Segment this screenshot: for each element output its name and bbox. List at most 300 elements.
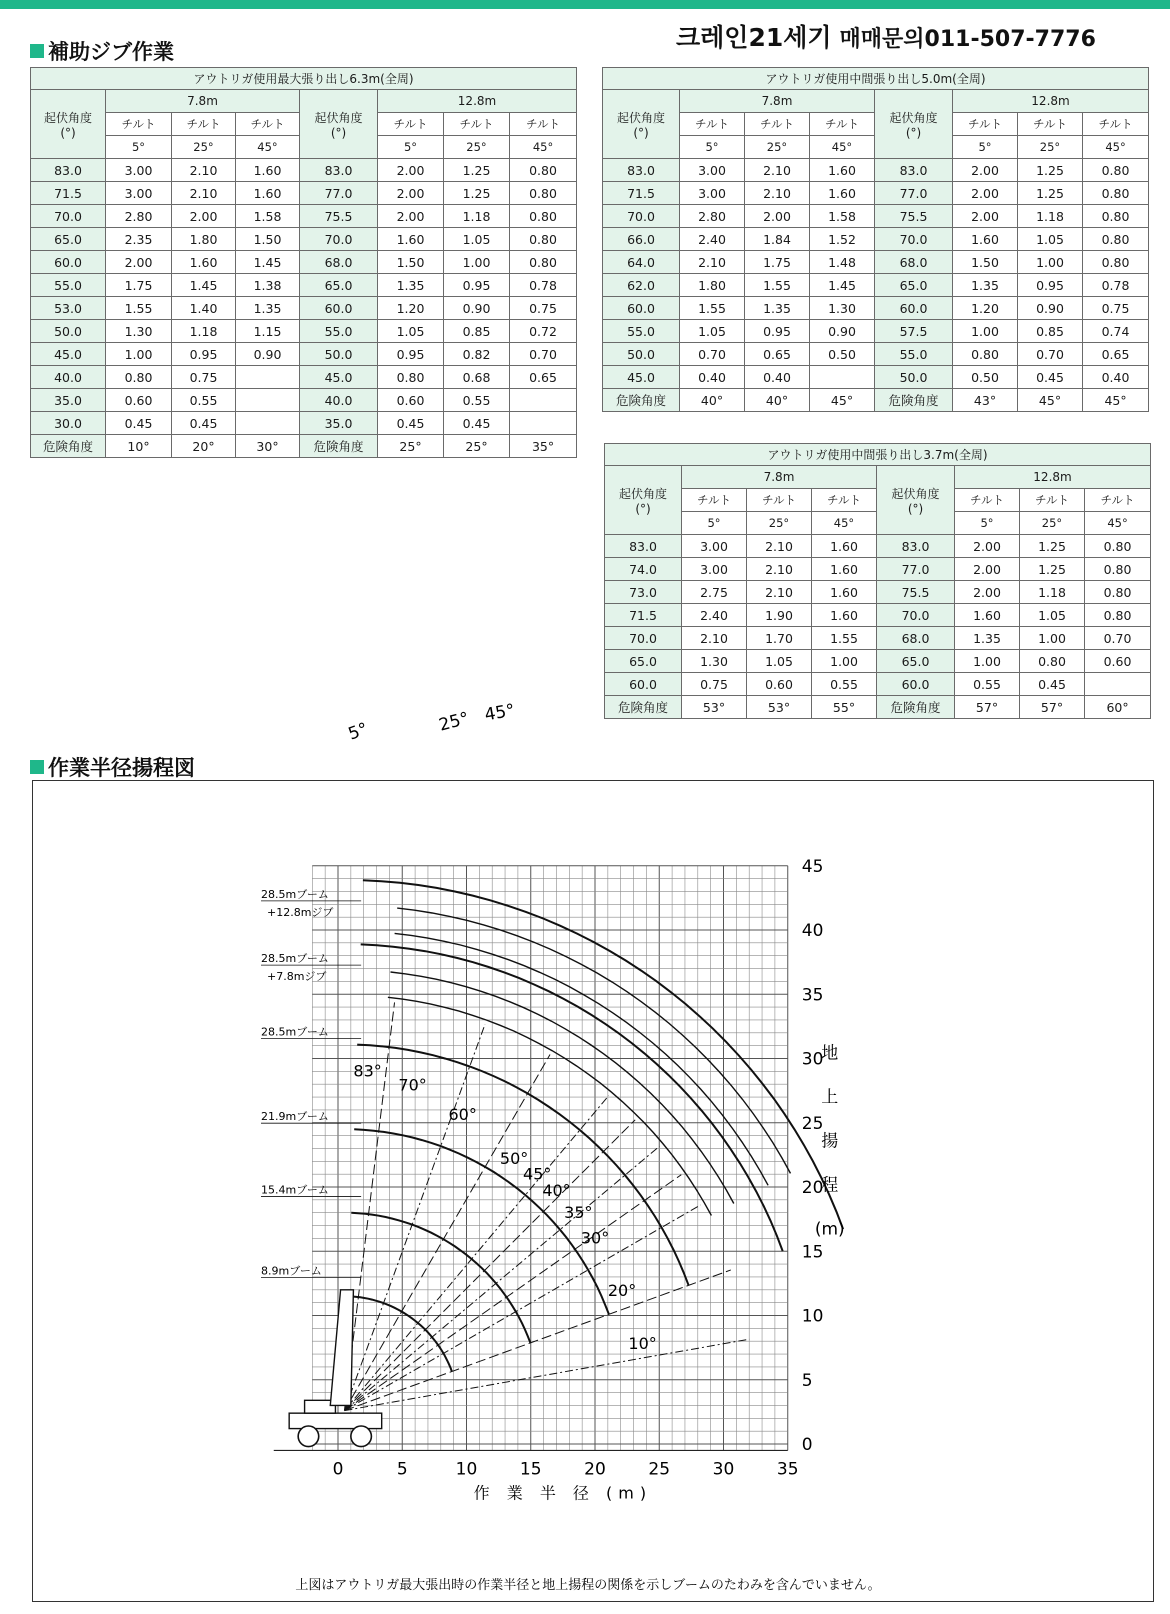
boom-angle-cell: 68.0 [875, 251, 953, 274]
boom-angle-cell: 危険角度 [300, 435, 378, 458]
x-tick-label: 30 [712, 1459, 735, 1480]
table-row [605, 535, 1151, 558]
load-cell: 1.30 [682, 650, 747, 673]
tilt-angle: 25° [745, 136, 810, 159]
tilt-angle: 5° [682, 512, 747, 535]
load-cell: 3.00 [680, 159, 745, 182]
load-cell: 0.40 [1083, 366, 1149, 389]
tilt-angle: 25° [172, 136, 236, 159]
boom-angle-label: 20° [607, 1281, 637, 1301]
load-cell: 1.25 [1020, 535, 1085, 558]
load-cell: 1.00 [106, 343, 172, 366]
boom-arc [363, 880, 843, 1229]
angle-header: 起伏角度 (°) [31, 90, 106, 159]
load-cell: 1.00 [444, 251, 510, 274]
load-cell: 2.10 [747, 581, 812, 604]
boom-angle-cell: 66.0 [603, 228, 680, 251]
boom-label-line1: 28.5mブーム [261, 952, 329, 966]
load-cell: 0.50 [810, 343, 875, 366]
load-cell: 0.80 [1020, 650, 1085, 673]
load-cell: 1.15 [236, 320, 300, 343]
y-tick-label: 40 [801, 921, 824, 941]
angle-header: 起伏角度 (°) [300, 90, 378, 159]
tilt-header: チルト [812, 489, 877, 512]
boom-angle-cell: 83.0 [605, 535, 682, 558]
load-cell: 40° [680, 389, 745, 412]
load-cell: 2.40 [680, 228, 745, 251]
boom-angle-label: 50° [499, 1148, 529, 1168]
boom-angle-cell: 55.0 [300, 320, 378, 343]
boom-angle-cell: 83.0 [875, 159, 953, 182]
table-row [605, 673, 1151, 696]
boom-angle-label: 40° [542, 1180, 571, 1200]
tilt-header: チルト [1085, 489, 1151, 512]
table-row [605, 604, 1151, 627]
y-tick-label: 20 [801, 1178, 824, 1198]
tilt-header: チルト [1020, 489, 1085, 512]
load-cell: 57° [955, 696, 1020, 719]
load-cell: 2.80 [106, 205, 172, 228]
table-row [31, 182, 577, 205]
load-cell: 2.80 [680, 205, 745, 228]
y-tick-label: 45 [801, 856, 824, 877]
table-row [603, 228, 1149, 251]
boom-angle-cell: 危険角度 [605, 696, 682, 719]
boom-angle-ray [344, 1054, 550, 1410]
load-cell: 0.90 [810, 320, 875, 343]
load-cell: 0.95 [1018, 274, 1083, 297]
tilt-angle: 45° [812, 512, 877, 535]
load-cell: 1.35 [236, 297, 300, 320]
load-cell: 1.35 [378, 274, 444, 297]
tilt-angle-label: 45° [483, 700, 517, 726]
load-cell: 3.00 [682, 558, 747, 581]
y-axis-label: 程 [821, 1175, 839, 1196]
load-cell: 1.25 [1020, 558, 1085, 581]
load-cell: 1.70 [747, 627, 812, 650]
load-cell: 1.60 [955, 604, 1020, 627]
load-cell: 0.80 [106, 366, 172, 389]
boom-angle-cell: 55.0 [875, 343, 953, 366]
boom-angle-label: 10° [628, 1333, 657, 1353]
load-cell: 1.60 [236, 159, 300, 182]
x-axis-label: 作 業 半 径 (m) [473, 1483, 653, 1503]
table-row [31, 320, 577, 343]
table-caption: アウトリガ使用中間張り出し5.0m(全周) [603, 68, 1149, 90]
table-row [31, 228, 577, 251]
chart-labels [261, 701, 657, 1353]
load-cell: 1.55 [745, 274, 810, 297]
load-cell: 43° [953, 389, 1018, 412]
x-tick-label: 5 [396, 1459, 408, 1480]
y-axis-label: 上 [821, 1087, 839, 1108]
boom-angle-cell: 65.0 [31, 228, 106, 251]
boom-angle-label: 83° [353, 1061, 382, 1081]
tilt-header: チルト [745, 113, 810, 136]
load-cell: 1.58 [236, 205, 300, 228]
load-cell: 0.72 [510, 320, 577, 343]
tilt-angle: 45° [1085, 512, 1151, 535]
boom-angle-cell: 70.0 [31, 205, 106, 228]
boom-angle-cell: 64.0 [603, 251, 680, 274]
load-cell: 0.80 [1085, 581, 1151, 604]
tilt-header: チルト [955, 489, 1020, 512]
y-tick-label: 30 [801, 1049, 824, 1070]
load-cell: 1.50 [378, 251, 444, 274]
load-cell: 53° [682, 696, 747, 719]
jib-length-header: 12.8m [953, 90, 1149, 113]
boom-angle-cell: 77.0 [877, 558, 955, 581]
load-cell: 1.35 [745, 297, 810, 320]
load-cell: 0.95 [745, 320, 810, 343]
section-title-chart [30, 752, 195, 782]
x-tick-label: 20 [584, 1459, 606, 1480]
load-cell: 1.55 [106, 297, 172, 320]
boom-angle-cell: 40.0 [31, 366, 106, 389]
table-row [605, 627, 1151, 650]
load-cell: 1.05 [747, 650, 812, 673]
table-row [603, 182, 1149, 205]
y-tick-label: 0 [801, 1435, 813, 1455]
load-cell: 0.80 [1083, 228, 1149, 251]
load-cell: 0.40 [745, 366, 810, 389]
load-cell: 45° [810, 389, 875, 412]
load-cell: 3.00 [680, 182, 745, 205]
load-cell [810, 366, 875, 389]
load-cell: 1.00 [812, 650, 877, 673]
y-tick-label: 5 [801, 1370, 813, 1391]
boom-angle-cell: 83.0 [300, 159, 378, 182]
x-tick-label: 15 [519, 1459, 542, 1480]
load-cell: 1.55 [680, 297, 745, 320]
table-row [603, 343, 1149, 366]
tilt-header: チルト [1083, 113, 1149, 136]
y-axis-label: (m) [814, 1219, 845, 1240]
load-cell: 0.55 [955, 673, 1020, 696]
boom-angle-cell: 40.0 [300, 389, 378, 412]
load-cell: 1.25 [1018, 159, 1083, 182]
load-cell: 0.55 [444, 389, 510, 412]
boom-angle-label: 30° [580, 1228, 610, 1248]
boom-angle-cell: 65.0 [877, 650, 955, 673]
x-tick-label: 35 [776, 1459, 799, 1480]
load-cell: 1.38 [236, 274, 300, 297]
boom-angle-cell: 70.0 [605, 627, 682, 650]
table-row [31, 297, 577, 320]
load-cell: 0.90 [444, 297, 510, 320]
load-cell: 0.60 [378, 389, 444, 412]
y-tick-label: 35 [801, 985, 824, 1006]
boom-angle-cell: 60.0 [300, 297, 378, 320]
wheel [298, 1426, 319, 1447]
crane-body [289, 1413, 382, 1428]
load-cell: 55° [812, 696, 877, 719]
load-cell: 0.80 [1085, 535, 1151, 558]
boom-angle-cell: 50.0 [603, 343, 680, 366]
load-cell: 0.65 [510, 366, 577, 389]
contact-phone: 매매문의011-507-7776 [839, 27, 1096, 52]
boom-angle-cell: 70.0 [877, 604, 955, 627]
boom-angle-cell: 65.0 [605, 650, 682, 673]
load-cell: 3.00 [106, 159, 172, 182]
boom-angle-cell: 55.0 [31, 274, 106, 297]
tilt-header: チルト [953, 113, 1018, 136]
boom-angle-cell: 71.5 [605, 604, 682, 627]
load-cell: 2.00 [378, 205, 444, 228]
boom-angle-cell: 83.0 [877, 535, 955, 558]
load-cell: 0.55 [812, 673, 877, 696]
boom-angle-cell: 83.0 [603, 159, 680, 182]
load-cell: 3.00 [106, 182, 172, 205]
load-cell: 30° [236, 435, 300, 458]
load-cell: 1.60 [812, 558, 877, 581]
load-cell: 1.60 [812, 581, 877, 604]
load-cell: 0.95 [172, 343, 236, 366]
boom-label-line1: 28.5mブーム [261, 1025, 329, 1039]
tilt-header: チルト [680, 113, 745, 136]
load-cell: 1.05 [680, 320, 745, 343]
load-cell: 1.60 [378, 228, 444, 251]
boom-label-line1: 8.9mブーム [261, 1264, 322, 1278]
load-cell: 0.70 [1018, 343, 1083, 366]
load-cell: 2.00 [106, 251, 172, 274]
load-cell: 0.82 [444, 343, 510, 366]
load-cell: 0.60 [747, 673, 812, 696]
load-cell: 20° [172, 435, 236, 458]
boom-angle-cell: 65.0 [300, 274, 378, 297]
load-cell: 0.80 [510, 205, 577, 228]
load-cell: 1.60 [953, 228, 1018, 251]
boom-label-line1: 21.9mブーム [261, 1110, 329, 1124]
load-cell: 2.00 [953, 182, 1018, 205]
load-cell: 0.74 [1083, 320, 1149, 343]
boom-angle-cell: 73.0 [605, 581, 682, 604]
tilt-angle: 5° [378, 136, 444, 159]
jib-length-header: 7.8m [680, 90, 875, 113]
load-cell: 0.65 [1083, 343, 1149, 366]
danger-angle-row [31, 435, 577, 458]
contact-line [676, 18, 1096, 54]
load-cell: 0.75 [172, 366, 236, 389]
tilt-angle-label: 5° [345, 719, 371, 745]
tilt-header: チルト [682, 489, 747, 512]
table-row [31, 389, 577, 412]
load-cell: 45° [1018, 389, 1083, 412]
load-cell: 1.40 [172, 297, 236, 320]
tilt-angle: 5° [680, 136, 745, 159]
boom-angle-ray [344, 1146, 659, 1410]
x-tick-label: 0 [332, 1459, 344, 1480]
load-cell: 0.75 [510, 297, 577, 320]
boom-angle-label: 70° [398, 1075, 427, 1095]
load-cell: 0.55 [172, 389, 236, 412]
load-cell: 2.00 [378, 159, 444, 182]
tilt-angle: 5° [106, 136, 172, 159]
tilt-angle: 25° [1018, 136, 1083, 159]
boom-label-line2: +12.8mジブ [267, 905, 334, 919]
table-row [31, 159, 577, 182]
tilt-header: チルト [810, 113, 875, 136]
section-marker-icon [30, 760, 44, 774]
boom-angle-label: 45° [523, 1164, 552, 1184]
load-cell: 2.10 [747, 558, 812, 581]
load-cell: 1.45 [172, 274, 236, 297]
table-caption: アウトリガ使用中間張り出し3.7m(全周) [605, 444, 1151, 466]
tilt-angle: 5° [953, 136, 1018, 159]
boom-angle-cell: 77.0 [300, 182, 378, 205]
load-cell: 1.60 [172, 251, 236, 274]
load-cell: 0.75 [682, 673, 747, 696]
boom-arcs [348, 880, 843, 1371]
load-cell: 1.60 [810, 182, 875, 205]
jib-length-header: 12.8m [955, 466, 1151, 489]
boom-label-line1: 28.5mブーム [261, 887, 329, 901]
load-cell: 2.10 [745, 182, 810, 205]
load-cell: 45° [1083, 389, 1149, 412]
load-cell: 0.80 [1083, 205, 1149, 228]
tilt-angle: 45° [236, 136, 300, 159]
load-cell: 1.25 [444, 159, 510, 182]
tilt-angle: 25° [1020, 512, 1085, 535]
tilt-angle: 25° [444, 136, 510, 159]
load-cell: 1.60 [236, 182, 300, 205]
section-title-text: 補助ジブ作業 [48, 40, 174, 64]
angle-header: 起伏角度 (°) [605, 466, 682, 535]
tilt-header: チルト [747, 489, 812, 512]
boom-angle-cell: 60.0 [877, 673, 955, 696]
tilt-header: チルト [106, 113, 172, 136]
load-cell: 1.18 [172, 320, 236, 343]
boom-angle-cell: 30.0 [31, 412, 106, 435]
boom-angle-label: 60° [448, 1105, 477, 1125]
boom-angle-cell: 35.0 [300, 412, 378, 435]
jib-length-header: 7.8m [106, 90, 300, 113]
load-cell: 1.58 [810, 205, 875, 228]
boom-angle-cell: 65.0 [875, 274, 953, 297]
load-cell [236, 366, 300, 389]
load-cell: 0.90 [236, 343, 300, 366]
load-cell: 0.45 [1018, 366, 1083, 389]
boom-angle-cell: 危険角度 [877, 696, 955, 719]
load-cell: 2.00 [955, 535, 1020, 558]
load-cell: 1.75 [106, 274, 172, 297]
load-cell: 2.10 [682, 627, 747, 650]
load-cell: 2.00 [745, 205, 810, 228]
table-row [31, 205, 577, 228]
load-cell: 2.00 [955, 581, 1020, 604]
boom-angle-cell: 68.0 [877, 627, 955, 650]
load-table-outrigger-6-3m [30, 67, 577, 458]
load-cell: 1.45 [810, 274, 875, 297]
load-cell: 0.80 [378, 366, 444, 389]
table-row [31, 412, 577, 435]
tilt-header: チルト [172, 113, 236, 136]
load-cell: 1.75 [745, 251, 810, 274]
section-title-text: 作業半径揚程図 [48, 756, 195, 780]
load-cell: 0.90 [1018, 297, 1083, 320]
load-cell: 0.85 [1018, 320, 1083, 343]
y-tick-label: 15 [801, 1242, 824, 1263]
boom-angle-cell: 50.0 [875, 366, 953, 389]
boom-angle-cell: 60.0 [605, 673, 682, 696]
tilt-angle: 45° [810, 136, 875, 159]
load-cell: 1.60 [812, 604, 877, 627]
tilt-angle-label: 25° [436, 708, 472, 736]
boom-label-line2: +7.8mジブ [267, 970, 327, 984]
load-cell: 0.80 [1085, 558, 1151, 581]
load-cell: 40° [745, 389, 810, 412]
table-row [603, 320, 1149, 343]
x-tick-label: 10 [455, 1459, 478, 1480]
load-cell: 1.05 [1020, 604, 1085, 627]
load-cell: 0.70 [510, 343, 577, 366]
y-axis-label: 揚 [821, 1131, 839, 1152]
load-cell: 1.25 [444, 182, 510, 205]
load-cell: 1.00 [955, 650, 1020, 673]
table-row [605, 558, 1151, 581]
load-cell: 2.10 [745, 159, 810, 182]
load-table-outrigger-3-7m [604, 443, 1151, 719]
load-cell: 10° [106, 435, 172, 458]
boom-angle-cell: 75.5 [300, 205, 378, 228]
y-axis-label: 地 [821, 1043, 839, 1064]
load-cell: 2.40 [682, 604, 747, 627]
load-cell: 0.85 [444, 320, 510, 343]
table-row [603, 366, 1149, 389]
load-cell: 1.00 [1020, 627, 1085, 650]
load-cell: 0.40 [680, 366, 745, 389]
boom-angle-cell: 危険角度 [875, 389, 953, 412]
load-cell: 0.45 [444, 412, 510, 435]
load-cell: 1.20 [378, 297, 444, 320]
tilt-header: チルト [510, 113, 577, 136]
load-cell: 1.90 [747, 604, 812, 627]
boom-angle-cell: 60.0 [875, 297, 953, 320]
load-table-outrigger-5-0m [602, 67, 1149, 412]
load-cell: 53° [747, 696, 812, 719]
load-cell: 0.80 [510, 182, 577, 205]
load-cell: 0.80 [953, 343, 1018, 366]
wheel [351, 1426, 372, 1447]
boom-label-line1: 15.4mブーム [261, 1183, 329, 1197]
load-cell: 0.70 [1085, 627, 1151, 650]
load-cell: 1.84 [745, 228, 810, 251]
load-cell: 1.18 [444, 205, 510, 228]
load-cell: 0.60 [1085, 650, 1151, 673]
boom-angle-cell: 70.0 [300, 228, 378, 251]
table-row [31, 251, 577, 274]
table-row [603, 274, 1149, 297]
tilt-header: チルト [444, 113, 510, 136]
load-cell: 0.68 [444, 366, 510, 389]
load-cell: 0.95 [444, 274, 510, 297]
angle-header: 起伏角度 (°) [877, 466, 955, 535]
boom-base [330, 1290, 353, 1406]
danger-angle-row [605, 696, 1151, 719]
danger-angle-row [603, 389, 1149, 412]
load-cell: 0.80 [510, 251, 577, 274]
load-cell [510, 412, 577, 435]
tilt-header: チルト [236, 113, 300, 136]
boom-angle-cell: 57.5 [875, 320, 953, 343]
load-cell: 2.00 [378, 182, 444, 205]
load-cell: 2.00 [953, 205, 1018, 228]
load-cell [510, 389, 577, 412]
jib-length-header: 7.8m [682, 466, 877, 489]
load-cell: 1.00 [953, 320, 1018, 343]
boom-angle-cell: 71.5 [31, 182, 106, 205]
load-cell: 0.45 [1020, 673, 1085, 696]
